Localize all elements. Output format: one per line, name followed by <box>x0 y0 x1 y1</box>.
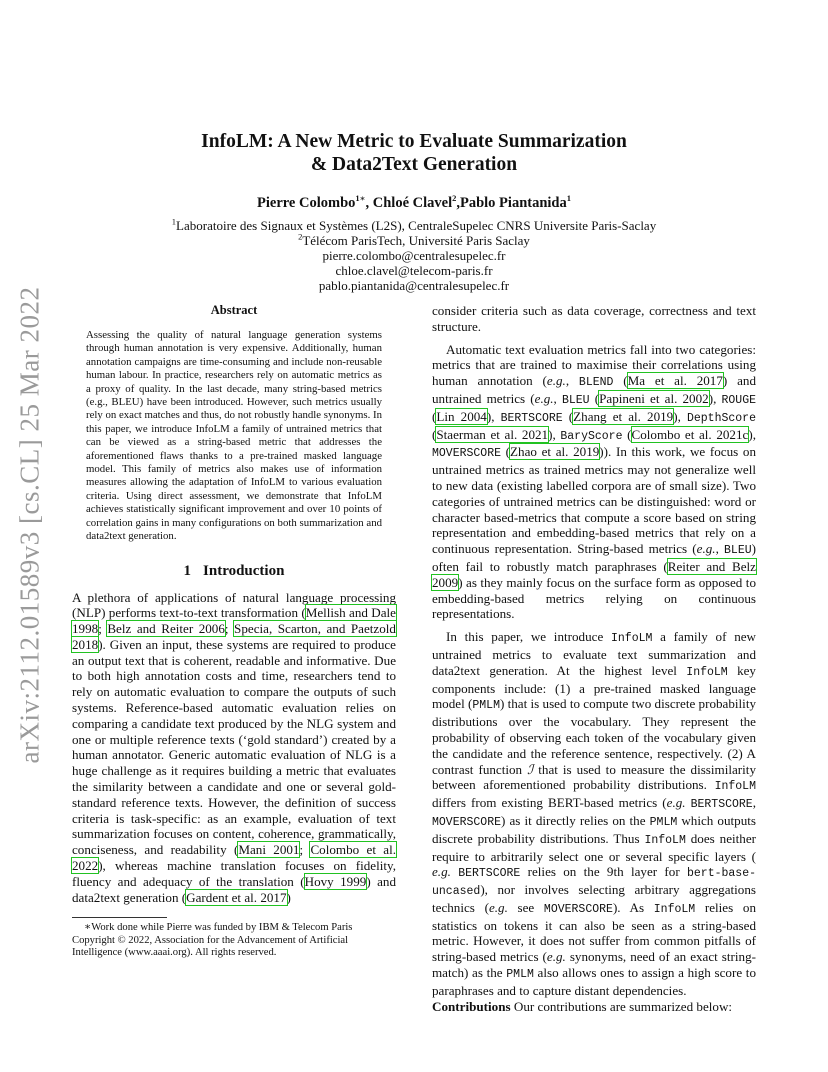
text-run: ) as it directly relies on the <box>501 812 650 828</box>
intro-paragraph <box>72 590 396 906</box>
text-run: A plethora of applications of natural language processing (NLP) performs text-to-text transformation ( <box>72 589 396 621</box>
text-run: relies on the 9th layer for <box>520 864 687 880</box>
metric-name: BLEU <box>561 393 590 407</box>
eg-text: e.g. <box>488 899 508 915</box>
author-name: Pablo Piantanida <box>459 195 567 211</box>
section-title: Introduction <box>203 562 285 579</box>
metric-name: InfoLM <box>653 902 696 916</box>
email[interactable]: chloe.clavel@telecom-paris.fr <box>335 263 493 278</box>
citation-link[interactable]: Specia, Scarton, and Paetzold 2018 <box>72 621 396 652</box>
citation-link[interactable]: Belz and Reiter 2006 <box>107 621 225 637</box>
eg-text: e.g. <box>432 864 451 880</box>
text-run: that is used to measure the dissimilarity between aforementioned probability distributions. <box>432 761 756 793</box>
eg-text: e.g. <box>666 795 686 811</box>
text-run: ) often fail to robustly match paraphrases ( <box>432 541 756 574</box>
citation-link[interactable]: Colombo et al. 2021c <box>631 426 749 442</box>
metric-name: BERTSCORE <box>690 798 753 812</box>
footnote-funding: ∗Work done while Pierre was funded by IBM & Telecom Paris <box>84 922 353 934</box>
metric-name: BERTSCORE <box>500 411 563 425</box>
metric-name: PMLM <box>506 968 534 982</box>
eg-text: e.g. <box>546 949 566 965</box>
text-run: Our contributions are summarized below: <box>510 998 733 1014</box>
affiliations <box>72 218 756 293</box>
text-run: ). In this work, we focus on untrained metrics as trained metrics may not generalize well to new data (existing labelled corpora are of small size). Two categories of untrained metrics can be distinguished: word or character based-metrics that compute a score based on string representation and embedding-based metrics that rely on a continuous representation. String-based metrics ( <box>432 444 756 557</box>
citation-link[interactable]: Zhao et al. 2019 <box>510 444 600 460</box>
metric-name: BERTSCORE <box>458 867 521 881</box>
metric-name: MOVERSCORE <box>432 447 502 461</box>
affiliation-2 <box>72 233 756 248</box>
citation-link[interactable]: Lin 2004 <box>436 408 487 424</box>
footnote-divider <box>72 917 167 918</box>
text-run: ). Given an input, these systems are required to produce an output text that is coherent, readable and informative. Due to both high annotation costs and time, researchers tend to rely on automatic evaluation to compare the outputs of such systems. Reference-based automatic evaluation relies on comparing a candidate text produced by the NLG system and one or multiple reference texts (‘gold standard’) created by a human annotator. Generic automatic evaluation of NLG is a huge challenge as it requires building a metric that evaluates the similarity between a candidate and one or several gold-standard reference texts. However, the definition of success criteria is task-specific: as an example, evaluation of text summarization focuses on content, coherence, grammatically, conciseness, and readability ( <box>72 636 396 858</box>
paragraph-continued: consider criteria such as data coverage, correctness and text structure. <box>432 303 756 334</box>
metric-name: InfoLM <box>686 665 728 679</box>
infolm-paragraph: In this paper, we introduce InfoLM a family of new untrained metrics to evaluate text summarization and data2text generation. At the highest level InfoLM key components include: (1) a pre-trained masked language model (PMLM) that is used to compute two discrete probability distributions over the vocabulary. They represent the probability of observing each token of the vocabulary given the candidate and the reference sentence, respectively. (2) A contrast function ℐ that is used to measure the dissimilarity between aforementioned probability distributions. InfoLM differs from existing BERT-based metrics (e.g. BERTSCORE, MOVERSCORE) as it directly relies on the PMLM which outputs discrete probability distributions. Thus InfoLM does neither require to arbitrarily select one or several specific layers ( e.g. BERTSCORE relies on the 9th layer for bert-base-uncased), nor involves selecting arbitrary aggregations technics (e.g. see MOVERSCORE). As InfoLM relies on statistics on tokens it can also be seen as a string-based metric. However, it does not suffer from common pitfalls of string-based metrics (e.g. synonyms, need of an exact string-match) as the PMLM also allows ones to assign a high score to paraphrases and to capture distant dependencies. <box>432 629 757 998</box>
metric-name: ROUGE <box>721 393 756 407</box>
metric-name: BaryScore <box>560 429 623 443</box>
contributions-heading: Contributions <box>432 998 511 1014</box>
text-run: Automatic text evaluation metrics fall into two categories: metrics that are trained to maximise their correlations using human annotation ( <box>432 341 756 389</box>
text-run: ; <box>224 621 235 637</box>
contributions-paragraph <box>432 999 756 1015</box>
text-run: differs from existing BERT-based metrics ( <box>432 795 667 811</box>
text-run: ), nor involves selecting arbitrary aggregations technics ( <box>432 882 756 915</box>
section-heading <box>72 563 396 580</box>
citation-link[interactable]: Hovy 1999 <box>304 873 367 889</box>
text-run: which outputs discrete probability distributions. Thus <box>432 812 756 846</box>
citation-link[interactable]: Reiter and Belz 2009 <box>432 558 756 590</box>
metric-name: PMLM <box>649 815 678 829</box>
metric-name: PMLM <box>472 699 500 713</box>
text-run: ) as they mainly focus on the surface form as opposed to embedding-based metrics relying on continuous representations. <box>432 574 756 622</box>
citation-link[interactable]: Zhang et al. 2019 <box>573 408 674 424</box>
email[interactable]: pablo.piantanida@centralesupelec.fr <box>318 278 510 293</box>
text-run: ) and data2text generation ( <box>72 873 396 905</box>
model-name: bert-base-uncased <box>432 867 756 899</box>
text-run: In this paper, we introduce <box>446 629 611 645</box>
metric-name: BLEU <box>724 544 752 558</box>
copyright-notice: Copyright © 2022, Association for the Advancement of Artificial Intelligence (www.aaai.org). All rights reserved. <box>72 934 349 959</box>
text-run: ). As <box>612 899 654 915</box>
metric-name: MOVERSCORE <box>432 815 502 829</box>
arxiv-sidebar <box>8 286 52 764</box>
text-run: relies on statistics on tokens it can also be seen as a string-based metric. However, it does not suffer from common pitfalls of string-based metrics ( <box>432 899 756 965</box>
text-run: does neither require to arbitrarily select one or several specific layers ( <box>432 830 756 864</box>
text-run: ) <box>286 889 291 905</box>
eg-text: e.g. <box>534 390 554 406</box>
affiliation-marker: 1 <box>171 216 177 227</box>
author-name: Pierre Colombo <box>257 195 356 211</box>
eg-text: e.g. <box>546 373 566 389</box>
metric-name: DepthScore <box>686 411 756 425</box>
affiliation-marker: 2 <box>298 231 303 242</box>
text-run: ; <box>98 621 108 637</box>
metric-name: BLEND <box>578 376 614 390</box>
text-run: ) and untrained metrics ( <box>432 373 756 406</box>
metrics-paragraph: Automatic text evaluation metrics fall into two categories: metrics that are trained to maximise their correlations using human annotation (e.g., BLEND (Ma et al. 2017) and untrained metrics (e.g., BLEU (Papineni et al. 2002), ROUGE (Lin 2004), BERTSCORE (Zhang et al. 2019), DepthScore (Staerman et al. 2021), BaryScore (Colombo et al. 2021c), MOVERSCORE (Zhao et al. 2019)). In this work, we focus on untrained metrics as trained metrics may not generalize well to new data (existing labelled corpora are of small size). Two categories of untrained metrics can be distinguished: word or character based-metrics that compute a score based on string representation and embedding-based metrics that rely on a continuous representation. String-based metrics (e.g., BLEU) often fail to robustly match paraphrases (Reiter and Belz 2009) as they mainly focus on the surface form as opposed to embedding-based metrics relying on continuous representations. <box>432 341 756 622</box>
left-column <box>72 303 396 960</box>
abstract-heading: Abstract <box>210 303 258 317</box>
text-run: see <box>507 899 544 915</box>
text-run: synonyms, need of an exact string-match) as the <box>432 949 756 981</box>
citation-link[interactable]: Mellish and Dale 1998 <box>72 605 396 637</box>
metric-name: MOVERSCORE <box>543 902 613 916</box>
right-column <box>432 303 756 1014</box>
text-run: ), whereas machine translation focuses on fidelity, fluency and adequacy of the translation ( <box>72 858 396 889</box>
affiliation-text: Télécom ParisTech, Université Paris Saclay <box>302 233 530 248</box>
citation-link[interactable]: Mani 2001 <box>238 842 300 858</box>
citation-link[interactable]: Papineni et al. 2002 <box>599 390 709 406</box>
text-run: also allows ones to assign a high score to paraphrases and to capture distant dependencies. <box>432 965 756 998</box>
paper-header <box>72 130 756 293</box>
section-number: 1 <box>183 562 192 579</box>
text-run: key components include: (1) a pre-trained masked language model ( <box>432 662 756 712</box>
title-line-1: InfoLM: A New Metric to Evaluate Summarization <box>201 131 627 152</box>
author-affiliation-marker: 2 <box>452 193 457 204</box>
metric-name: InfoLM <box>714 780 756 794</box>
author-name: Chloé Clavel <box>372 195 453 211</box>
citation-link[interactable]: Ma et al. 2017 <box>627 373 723 389</box>
arxiv-identifier: arXiv:2112.01589v3 [cs.CL] 25 Mar 2022 <box>14 286 45 764</box>
author-affiliation-marker: 1∗ <box>355 193 366 204</box>
paper-title <box>72 130 756 176</box>
affiliation-text: Laboratoire des Signaux et Systèmes (L2S), CentraleSupelec CNRS Universite Paris-Saclay <box>176 218 657 233</box>
author-affiliation-marker: 1 <box>566 193 571 204</box>
author-list: Pierre Colombo$^{1∗}$, Chloé Clavel$^2$,Pablo Piantanida$^1$ <box>257 193 571 211</box>
affiliation-1 <box>72 218 756 233</box>
text-run: a family of new untrained metrics to evaluate text summarization and data2text generation. At the highest level <box>432 629 757 678</box>
citation-link[interactable]: Gardent et al. 2017 <box>186 889 287 905</box>
metric-name: InfoLM <box>610 632 653 646</box>
metric-name: InfoLM <box>644 833 686 847</box>
email[interactable]: pierre.colombo@centralesupelec.fr <box>322 248 506 263</box>
eg-text: e.g. <box>696 541 716 557</box>
title-line-2: & Data2Text Generation <box>310 154 518 175</box>
math-symbol: ℐ <box>527 761 534 777</box>
citation-link[interactable]: Colombo et al. 2022 <box>72 842 396 874</box>
citation-link[interactable]: Staerman et al. 2021 <box>436 426 549 442</box>
abstract-text: Assessing the quality of natural language generation systems through human annotation is very expensive. Additionally, human annotation campaigns are time-consuming and include non-reusable human labour. In practice, researchers rely on automatic metrics as a proxy of quality. In the last decade, many string-based metrics (e.g., BLEU) have been introduced. However, such metrics usually rely on exact matches and thus, do not robustly handle synonyms. In this paper, we introduce InfoLM a family of untrained metrics that can be viewed as a string-based metric that addresses the aforementioned flaws thanks to a pre-trained masked language model. This family of metrics also makes use of information measures allowing the adaptation of InfoLM to various evaluation criteria. Using direct assessment, we demonstrate that InfoLM achieves statistically significant improvement and over 10 points of correlation gains in many configurations on both summarization and data2text generation. <box>86 329 382 543</box>
text-run: ) that is used to compute two discrete probability distributions over the vocabulary. They represent the probability of observing each token of the vocabulary given the candidate and the reference sentence, respectively. (2) A contrast function <box>432 696 756 777</box>
text-run: ; <box>299 842 311 858</box>
